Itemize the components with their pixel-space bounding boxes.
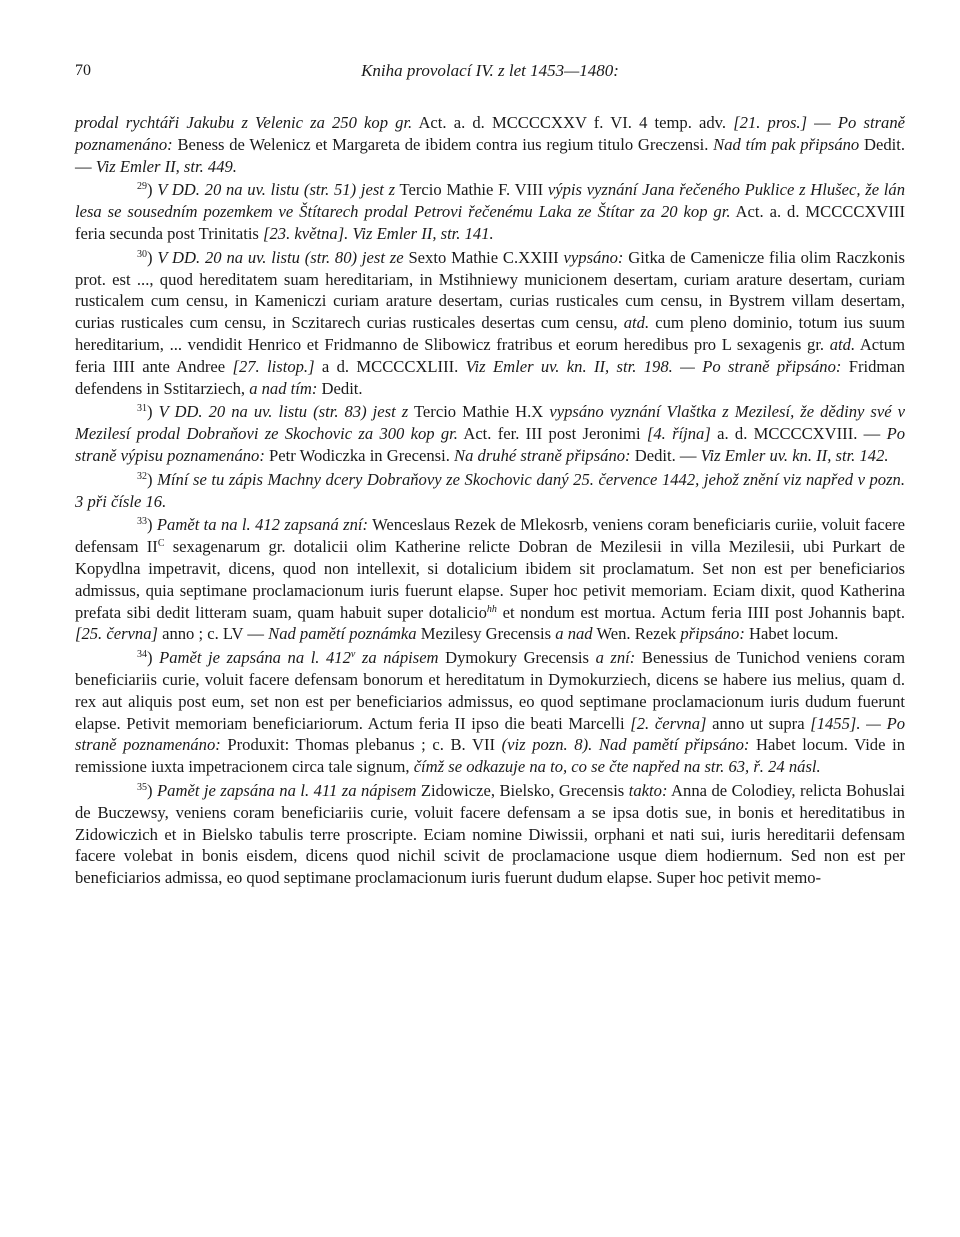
italic-text: takto: xyxy=(628,780,668,800)
text-segment: a d. MCCCCXLIII. xyxy=(314,356,466,376)
text-segment: Wenceslaus Rezek de Mlekosrb, veniens coram beneficiaris curiie, voluit facere defensam II xyxy=(75,515,905,557)
text-segment: — xyxy=(807,113,838,132)
text-segment: anno ut supra xyxy=(706,713,811,733)
footnote-31 xyxy=(75,401,905,466)
text-segment: Dedit. — xyxy=(630,445,701,465)
italic-text: [2. června] xyxy=(630,713,707,733)
italic-text: [4. října] xyxy=(646,424,711,444)
footnote-paren: ) xyxy=(147,180,158,200)
text-segment: Benessius de Tunichod veniens coram beneficiariis curie, voluit facere defensam bonorum et hereditatum in Dymokurziech, dicens se habere ius melius, quam d. rex aut aliquis post eum, set non est per beneficiarios admissus, eo quod septimane proclamacionum iuris dudum fuerunt elapse. Petivit memoriam beneficiariorum. Actum feria II ipso die beati Marcelli xyxy=(75,648,906,733)
italic-text: prodal rychtáři Jakubu z Velenic za 250 kop gr. xyxy=(75,113,413,132)
text-segment: cum pleno dominio, totum ius suum hereditarium, ... vendidit Henrico et Fridmanno de Slibowicz fratribus et eorum heredibus pro L sexagenis gr. xyxy=(75,313,905,354)
text-segment: Habet locum. xyxy=(744,624,839,644)
text-segment: Habet locum. Vide in remissione iuxta impetracionem circa tale signum, xyxy=(75,735,905,777)
footnote-number: 33 xyxy=(137,516,147,528)
text-segment: anno ; c. LV — xyxy=(157,624,269,644)
italic-text: (viz pozn. 8). Nad pamětí připsáno: xyxy=(501,735,750,755)
italic-text: [1455]. — Po straně poznamenáno: xyxy=(75,713,905,755)
italic-text: Nad tím pak připsáno xyxy=(713,134,860,154)
footnote-paren: ) xyxy=(147,648,160,668)
text-segment: et nondum est mortua. Actum feria IIII post Johannis bapt. xyxy=(496,602,905,622)
footnote-30 xyxy=(75,247,905,400)
text-segment: Tercio Mathie H.X xyxy=(408,402,550,422)
text-segment: a. d. MCCCCXVIII. — xyxy=(710,424,887,444)
superscript: C xyxy=(157,538,165,550)
italic-text: a zní: xyxy=(595,648,636,668)
text-segment: Produxit: Thomas plebanus ; c. B. VII xyxy=(220,735,502,755)
document-page xyxy=(75,60,905,891)
italic-text: Pamět je zapsána na l. 412 xyxy=(159,648,351,668)
footnote-number: 29 xyxy=(137,181,147,193)
continuation-paragraph xyxy=(75,112,905,177)
italic-text: atd. xyxy=(829,334,856,354)
italic-text: [21. pros.] xyxy=(733,113,808,132)
italic-text: V DD. 20 na uv. listu (str. 83) jest z xyxy=(158,402,409,422)
footnote-32 xyxy=(75,469,905,513)
italic-text: Viz Emler uv. kn. II, str. 198. — Po straně připsáno: xyxy=(465,356,842,376)
page-header xyxy=(75,60,905,90)
superscript: hh xyxy=(486,603,497,615)
italic-text: Viz Emler uv. kn. II, str. 142. xyxy=(700,445,889,465)
text-segment: Mezilesy Grecensis xyxy=(416,624,556,644)
text-segment: Act. a. d. MCCCCXXV f. VI. 4 temp. adv. xyxy=(412,113,734,132)
footnote-paren: ) xyxy=(147,247,158,267)
italic-text: čímž se odkazuje na to, co se čte napřed na str. 63, ř. 24 násl. xyxy=(413,757,821,777)
italic-text: Pamět je zapsána na l. 411 za nápisem xyxy=(157,780,417,800)
text-segment: Fridman defendens in Sstitarziech, xyxy=(75,356,905,398)
italic-text: Nad pamětí poznámka xyxy=(268,624,417,644)
italic-text: a nad xyxy=(555,624,593,644)
italic-text: Viz Emler II, str. 449. xyxy=(95,156,237,176)
footnote-number: 34 xyxy=(137,649,147,661)
italic-text: [27. listop.] xyxy=(232,356,315,376)
text-segment: Dedit. — xyxy=(75,134,905,176)
footnote-34 xyxy=(75,647,905,778)
text-segment: Dymokury Grecensis xyxy=(438,648,596,668)
text-segment: Sexto Mathie C.XXIII xyxy=(403,247,564,267)
italic-text: za nápisem xyxy=(355,648,439,668)
text-segment: Tercio Mathie F. VIII xyxy=(395,180,548,200)
text-segment: Wen. Rezek xyxy=(592,624,681,644)
italic-text: V DD. 20 na uv. listu (str. 51) jest z xyxy=(157,180,396,200)
italic-text: připsáno: xyxy=(680,624,745,644)
footnote-paren: ) xyxy=(147,780,158,800)
italic-text: V DD. 20 na uv. listu (str. 80) jest ze xyxy=(157,247,404,267)
text-segment: sexagenarum gr. dotalicii olim Katherine relicte Dobran de Mezilesii in villa Mezilesii, ubi Purkart de Kopydlna impetravit, dicens, quod non intellexit, si dotalicium ibidem sit proclamatum. Set non est per beneficiarios admissus, quia septimane proclamacionum iuris fuerunt elapse. Super hoc petivit memoriam. Eciam dixit, quod Katherina prefata sibi dedit litteram suam, quam habuit super dotalicio xyxy=(75,537,906,622)
footnote-29 xyxy=(75,179,905,244)
document-body xyxy=(75,112,905,889)
footnote-35 xyxy=(75,780,905,889)
italic-text: a nad tím: xyxy=(249,378,318,398)
text-segment: Zidowicze, Bielsko, Grecensis xyxy=(416,780,629,800)
text-segment: Actum feria IIII ante Andree xyxy=(75,334,905,376)
italic-text: [25. června] xyxy=(75,624,158,644)
running-title: Kniha provolací IV. z let 1453—1480: xyxy=(361,61,619,80)
footnote-paren: ) xyxy=(147,515,157,535)
superscript: v xyxy=(350,649,356,661)
footnote-number: 32 xyxy=(137,470,147,482)
footnote-paren: ) xyxy=(147,469,158,489)
italic-text: Po straně poznamenáno: xyxy=(75,113,905,154)
italic-text: vypsáno: xyxy=(563,247,624,267)
text-segment: Act. fer. III post Jeronimi xyxy=(457,424,647,444)
text-segment: Act. a. d. MCCCCXVIII feria secunda post Trinitatis xyxy=(75,202,905,243)
footnote-number: 30 xyxy=(137,248,147,260)
italic-text: atd. xyxy=(623,313,650,333)
footnote-33 xyxy=(75,514,905,645)
text-segment: Petr Wodiczka in Grecensi. xyxy=(264,445,455,465)
italic-text: Po straně výpisu poznamenáno: xyxy=(75,424,905,465)
italic-text: výpis vyznání Jana řečeného Puklice z Hlušec, že lán lesa se sousedním pozemkem ve Štítarech prodal Petrovi řečenému Laka ze Štítar za 20 kop gr. xyxy=(75,180,905,222)
italic-text: Míní se tu zápis Machny dcery Dobraňovy ze Skochovic daný 25. července 1442, jehož znění viz napřed v pozn. 3 při čísle 16. xyxy=(75,469,905,511)
page-number: 70 xyxy=(75,62,91,79)
footnote-number: 35 xyxy=(137,781,147,793)
text-segment: Dedit. xyxy=(317,378,363,398)
footnote-number: 31 xyxy=(137,403,147,415)
italic-text: [23. května]. Viz Emler II, str. 141. xyxy=(263,223,494,243)
italic-text: Na druhé straně připsáno: xyxy=(454,445,631,465)
italic-text: Pamět ta na l. 412 zapsaná zní: xyxy=(156,515,369,535)
text-segment: Gitka de Camenicze filia olim Raczkonis prot. est ..., quod hereditatem suam hereditariam, in Mstihniewy municionem desertam, curiam arature desertam, curiam rusticalem cum censu, in Kameniczi curiam arature desertam, curias rusticales cum censu, in Bystrem villam desertam, curias rusticales cum censu, in Sczitarech curias rusticales desertas cum censu, xyxy=(75,247,906,333)
text-segment: Beness de Welenicz et Margareta de ibidem contra ius regium titulo Greczensi. xyxy=(172,134,714,154)
text-segment: Anna de Colodiey, relicta Bohuslai de Buczewsy, veniens coram beneficiariis curie, voluit facere defensam a se ipsa dotis sue, in bonis et hereditatibus in Zidowiczich et in Bielsko tabulis terre proscripte. Eciam nomine Diwissii, orphani et nati sui, iuris hereditarii defensam facere volebat in bonis eisdem, dicens quod nichil scivit de proclamacione usque diem hodiernum. Sed non est per beneficiarios admissa, eo quod septimane proclamacionum iuris fuerunt dudum elapse. Super hoc petivit memo- xyxy=(75,780,905,888)
italic-text: vypsáno vyznání Vlaštka z Mezilesí, že dědiny své v Mezilesí prodal Dobraňovi ze Skochovic za 300 kop gr. xyxy=(75,402,905,444)
footnote-paren: ) xyxy=(147,402,159,422)
